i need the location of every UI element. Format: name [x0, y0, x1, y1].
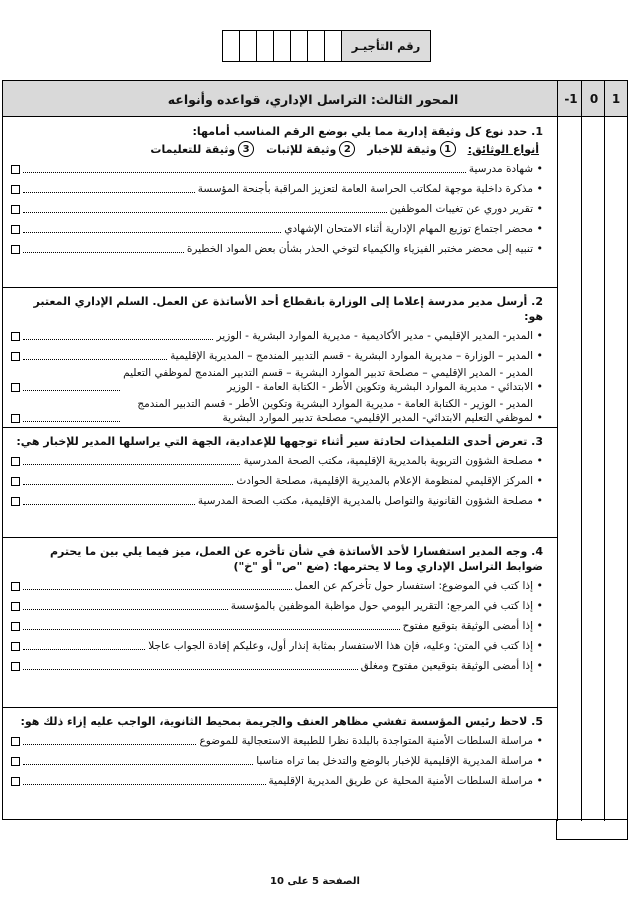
answer-checkbox[interactable] [11, 602, 20, 611]
question-5 [3, 708, 557, 818]
answer-option: • مذكرة داخلية موجهة لمكاتب الحراسة العامة لتعزيز المراقبة بأجنحة المؤسسة [11, 179, 543, 199]
registration-digit-cell[interactable] [257, 31, 274, 61]
registration-digit-cell[interactable] [291, 31, 308, 61]
page-number: الصفحة 5 على 10 [270, 876, 360, 887]
answer-blank[interactable] [23, 464, 240, 465]
answer-option: • المركز الإقليمي لمنظومة الإعلام بالمديرية الإقليمية، مصلحة الحوادث [11, 471, 543, 491]
answer-option: • المدير- المدير الإقليمي - مدير الأكاديمية - مديرية الموارد البشرية - الوزير [11, 326, 543, 346]
answer-option: • إذا أمضى الوثيقة بتوقيعين مفتوح ومغلق [11, 656, 543, 676]
document-types-legend [11, 141, 539, 157]
registration-label: رقم التأجيـر [342, 31, 430, 61]
answer-checkbox[interactable] [11, 352, 20, 361]
question-2 [3, 288, 557, 428]
question-4 [3, 538, 557, 708]
answer-blank[interactable] [23, 252, 184, 253]
answer-option: • تقرير دوري عن تغيبات الموظفين [11, 199, 543, 219]
answer-option: • المدير - المدير الإقليمي – مصلحة تدبير الموارد البشرية – قسم التدبير المندمج لموظفي التعليم الابتدائي - مديرية الموارد البشرية وتكوين الأطر - الكتابة العامة - الوزير [11, 366, 543, 397]
answer-checkbox[interactable] [11, 383, 20, 392]
answer-checkbox[interactable] [11, 582, 20, 591]
answer-blank[interactable] [23, 232, 281, 233]
answer-checkbox[interactable] [11, 332, 20, 341]
answer-option: • مصلحة الشؤون التربوية بالمديرية الإقليمية، مكتب الصحة المدرسية [11, 451, 543, 471]
answer-checkbox[interactable] [11, 622, 20, 631]
answer-option: • مراسلة السلطات الأمنية المحلية عن طريق المديرية الإقليمية [11, 771, 543, 791]
answer-option: • شهادة مدرسية [11, 159, 543, 179]
answer-blank[interactable] [23, 649, 145, 650]
answer-checkbox[interactable] [11, 777, 20, 786]
registration-digit-cell[interactable] [240, 31, 257, 61]
answer-checkbox[interactable] [11, 185, 20, 194]
section-score-total-box[interactable] [556, 820, 628, 840]
document-type-instructions: 3 وثيقة للتعليمات [150, 141, 254, 157]
answer-option: • مراسلة المديرية الإقليمية للإخبار بالوضع والتدخل بما تراه مناسبا [11, 751, 543, 771]
number-circle-icon: 3 [238, 141, 254, 157]
answer-blank[interactable] [23, 359, 167, 360]
answer-option: • إذا كتب في المرجع: التقرير اليومي حول مواظبة الموظفين بالمؤسسة [11, 596, 543, 616]
answer-option: • المدير – الوزارة – مديرية الموارد البشرية - قسم التدبير المندمج – المديرية الإقليمية [11, 346, 543, 366]
answer-option: • إذا كتب في المتن: وعليه، فإن هذا الاستفسار بمثابة إنذار أول، وعليكم إفادة الجواب عاجلا [11, 636, 543, 656]
answer-blank[interactable] [23, 192, 195, 193]
score-header-minus-one: -1 [564, 92, 578, 106]
answer-option: • إذا أمضى الوثيقة بتوقيع مفتوح [11, 616, 543, 636]
answer-checkbox[interactable] [11, 497, 20, 506]
answer-checkbox[interactable] [11, 662, 20, 671]
answer-checkbox[interactable] [11, 737, 20, 746]
answer-blank[interactable] [23, 744, 196, 745]
answer-checkbox[interactable] [11, 165, 20, 174]
answer-checkbox[interactable] [11, 205, 20, 214]
answer-checkbox[interactable] [11, 757, 20, 766]
score-column-divider [604, 81, 605, 821]
answer-option: • مراسلة السلطات الأمنية المتواجدة بالبلدة نظرا للطبيعة الاستعجالية للموضوع [11, 731, 543, 751]
answer-checkbox[interactable] [11, 457, 20, 466]
registration-digit-cell[interactable] [274, 31, 291, 61]
number-circle-icon: 2 [339, 141, 355, 157]
score-column-divider [557, 81, 558, 821]
answer-option: • المدير - الوزير - الكتابة العامة - مديرية الموارد البشرية وتكوين الأطر - قسم التدبير المندمج لموظفي التعليم الابتدائي- المدير الإقليمي- مصلحة تدبير الموارد البشرية [11, 397, 543, 428]
registration-number-box [222, 30, 431, 62]
question-1 [3, 118, 557, 288]
answer-blank[interactable] [23, 504, 195, 505]
question-5-text: 5. لاحظ رئيس المؤسسة تفشي مظاهر العنف والجريمة بمحيط الثانوية، الواجب عليه إزاء ذلك هو: [20, 715, 543, 728]
question-4-text: 4. وجه المدير استفسارا لأحد الأساتذة في شأن تأخره عن العمل، ميز فيما يلي بين ما يحترم ضوابط التراسل الإداري وما لا يحترمها: (ضع "ص" أو "خ") [49, 545, 543, 573]
answer-blank[interactable] [23, 421, 120, 422]
answer-blank[interactable] [23, 172, 466, 173]
answer-option: • مصلحة الشؤون القانونية والتواصل بالمديرية الإقليمية، مكتب الصحة المدرسية [11, 491, 543, 511]
answer-blank[interactable] [23, 784, 266, 785]
answer-option: • تنبيه إلى محضر مختبر الفيزياء والكيمياء لتوخي الحذر بشأن بعض المواد الخطيرة [11, 239, 543, 259]
document-type-inform: 1 وثيقة للإخبار [367, 141, 455, 157]
answer-blank[interactable] [23, 629, 400, 630]
question-3 [3, 428, 557, 538]
score-header-zero: 0 [589, 92, 599, 106]
answer-checkbox[interactable] [11, 225, 20, 234]
question-3-text: 3. تعرض أحدى التلميذات لحادثة سير أثناء توجهها للإعدادية، الجهة التي يراسلها المدير للإخبار هي: [16, 435, 543, 448]
answer-blank[interactable] [23, 484, 233, 485]
answer-blank[interactable] [23, 212, 387, 213]
section-title: المحور الثالث: التراسل الإداري، قواعده وأنواعه [167, 91, 459, 107]
answer-blank[interactable] [23, 589, 292, 590]
answer-option: • إذا كتب في الموضوع: استفسار حول تأخركم عن العمل [11, 576, 543, 596]
exam-table [2, 80, 628, 820]
score-header-plus-one: 1 [611, 92, 621, 106]
answer-blank[interactable] [23, 339, 213, 340]
registration-digit-cell[interactable] [325, 31, 342, 61]
answer-blank[interactable] [23, 609, 228, 610]
document-type-proof: 2 وثيقة للإثبات [266, 141, 355, 157]
registration-digit-cell[interactable] [308, 31, 325, 61]
number-circle-icon: 1 [440, 141, 456, 157]
answer-blank[interactable] [23, 669, 358, 670]
question-1-text: 1. حدد نوع كل وثيقة إدارية مما يلي بوضع الرقم المناسب أمامها: [192, 125, 543, 138]
answer-option: • محضر اجتماع توزيع المهام الإدارية أثناء الامتحان الإشهادي [11, 219, 543, 239]
answer-blank[interactable] [23, 390, 120, 391]
document-types-label: أنواع الوثائق: [467, 142, 539, 156]
registration-digit-cell[interactable] [223, 31, 240, 61]
answer-checkbox[interactable] [11, 477, 20, 486]
score-column-divider [581, 81, 582, 821]
answer-checkbox[interactable] [11, 414, 20, 423]
question-2-text: 2. أرسل مدير مدرسة إعلاما إلى الوزارة بانقطاع أحد الأساتذة عن العمل. السلم الإداري المعتبر هو: [33, 295, 543, 323]
answer-checkbox[interactable] [11, 642, 20, 651]
answer-checkbox[interactable] [11, 245, 20, 254]
answer-blank[interactable] [23, 764, 253, 765]
